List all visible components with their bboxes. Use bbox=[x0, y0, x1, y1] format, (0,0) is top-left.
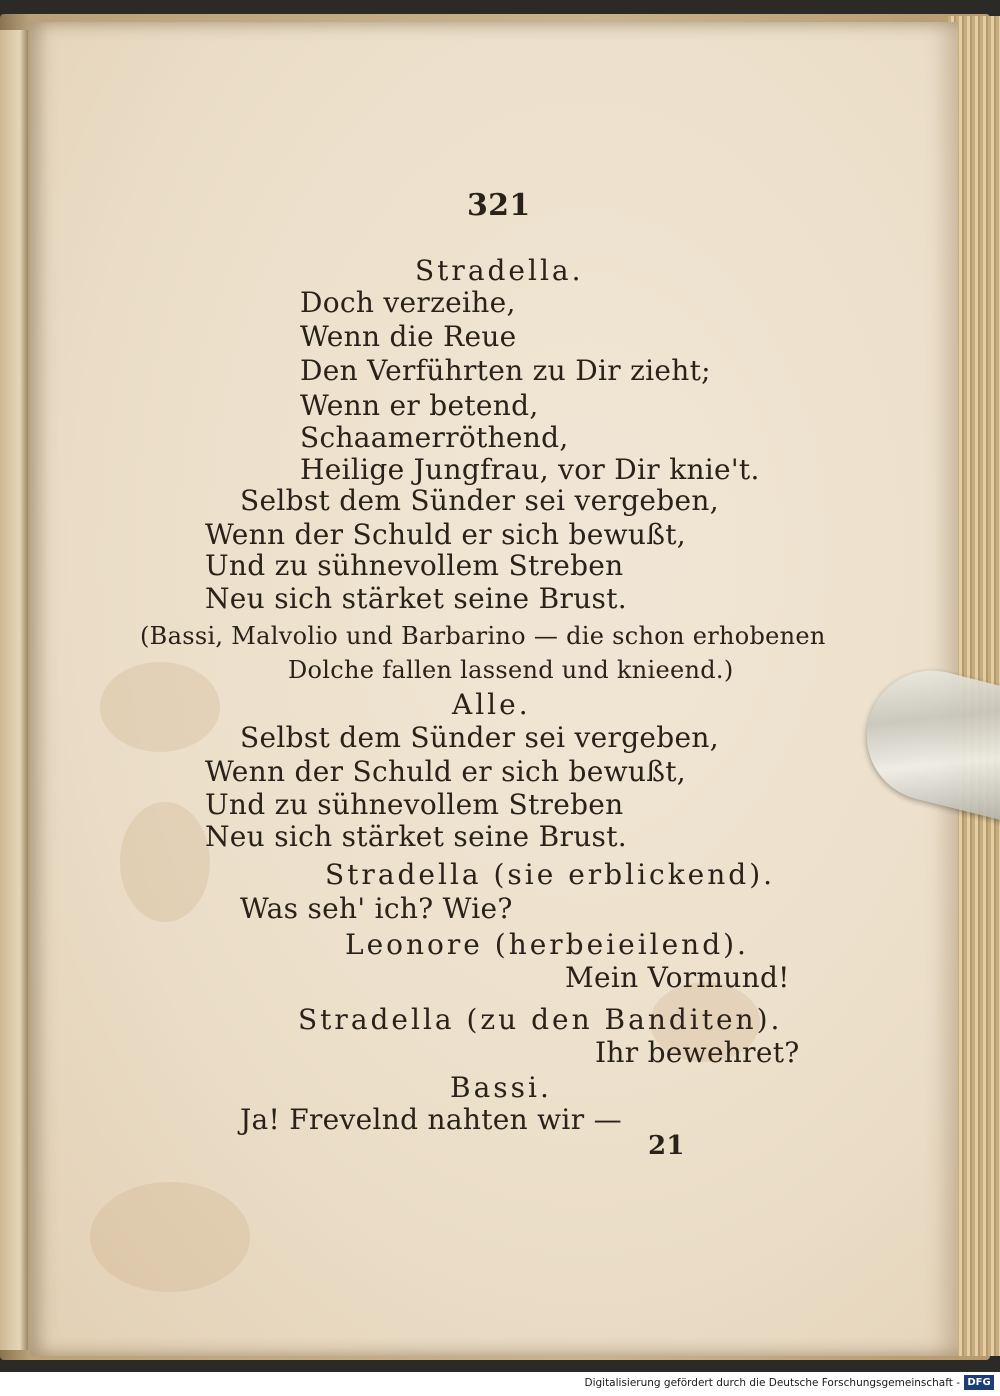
verse-line: Mein Vormund! bbox=[565, 961, 790, 994]
paper-stain bbox=[100, 662, 220, 752]
verse-line: Wenn der Schuld er sich bewußt, bbox=[205, 518, 686, 551]
verse-line: Heilige Jungfrau, vor Dir knie't. bbox=[300, 453, 760, 486]
speaker-heading: Alle. bbox=[452, 688, 531, 721]
verse-line: Selbst dem Sünder sei vergeben, bbox=[240, 721, 719, 754]
speaker-heading: Stradella (sie erblickend). bbox=[325, 858, 776, 891]
verse-line: Was seh' ich? Wie? bbox=[240, 892, 513, 925]
verse-line: Wenn der Schuld er sich bewußt, bbox=[205, 755, 686, 788]
speaker-heading: Leonore (herbeieilend). bbox=[345, 928, 749, 961]
signature-mark: 21 bbox=[648, 1131, 685, 1161]
speaker-heading: Bassi. bbox=[450, 1071, 552, 1104]
verse-line: Schaamerröthend, bbox=[300, 421, 569, 454]
verse-line: Neu sich stärket seine Brust. bbox=[205, 582, 627, 615]
verse-line: Und zu sühnevollem Streben bbox=[205, 549, 624, 582]
verse-line: Doch verzeihe, bbox=[300, 286, 516, 319]
verse-line: Wenn er betend, bbox=[300, 389, 539, 422]
speaker-heading: Stradella (zu den Banditen). bbox=[298, 1003, 783, 1036]
paper-stain bbox=[120, 802, 210, 922]
stage-direction: (Bassi, Malvolio und Barbarino — die schon erhobenen bbox=[140, 622, 826, 650]
verse-line: Ihr bewehret? bbox=[595, 1036, 800, 1069]
page-number: 321 bbox=[467, 188, 531, 223]
verse-line: Und zu sühnevollem Streben bbox=[205, 788, 624, 821]
verse-line: Selbst dem Sünder sei vergeben, bbox=[240, 484, 719, 517]
verse-line: Wenn die Reue bbox=[300, 320, 517, 353]
stage-direction: Dolche fallen lassend und knieend.) bbox=[288, 656, 734, 684]
verse-line: Den Verführten zu Dir zieht; bbox=[300, 354, 711, 387]
paper-stain bbox=[90, 1182, 250, 1292]
facing-page-strip bbox=[0, 30, 28, 1350]
speaker-heading: Stradella. bbox=[415, 254, 584, 287]
dfg-logo: DFG bbox=[964, 1375, 994, 1390]
verse-line: Ja! Frevelnd nahten wir — bbox=[240, 1103, 622, 1136]
book-page bbox=[30, 22, 958, 1356]
verse-line: Neu sich stärket seine Brust. bbox=[205, 820, 627, 853]
funding-note: Digitalisierung gefördert durch die Deutsche Forschungsgemeinschaft - bbox=[584, 1377, 960, 1389]
